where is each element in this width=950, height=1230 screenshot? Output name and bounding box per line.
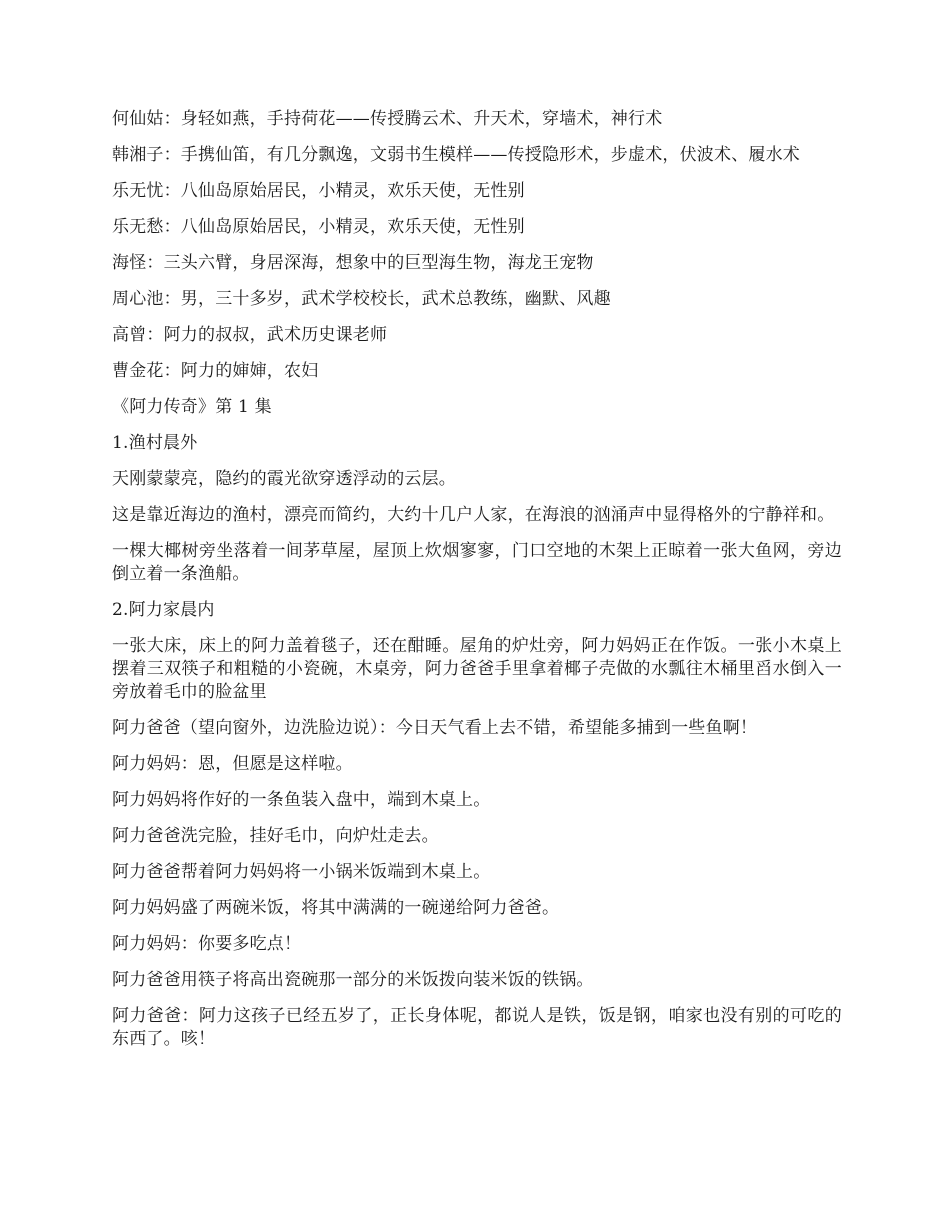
dialogue-line: 阿力爸爸（望向窗外，边洗脸边说）：今日天气看上去不错，希望能多捕到一些鱼啊！ [112,718,758,738]
paragraph: 这是靠近海边的渔村，漂亮而简约，大约十几户人家，在海浪的汹涌声中显得格外的宁静祥和。 [112,505,835,525]
paragraph-he-xiangu: 何仙姑：身轻如燕，手持荷花——传授腾云术、升天术，穿墙术，神行术 [112,109,663,129]
paragraph-gao-zeng: 高曾：阿力的叔叔，武术历史课老师 [112,325,388,345]
dialogue-line: 阿力妈妈：你要多吃点！ [112,934,302,954]
episode-title: 《阿力传奇》第 1 集 [112,397,272,417]
scene-heading-1: 1.渔村晨外 [112,433,198,453]
paragraph: 阿力爸爸用筷子将高出瓷碗那一部分的米饭拨向装米饭的铁锅。 [112,970,594,990]
paragraph-zhou-xinchi: 周心池：男，三十多岁，武术学校校长，武术总教练，幽默、风趣 [112,289,611,309]
paragraph: 阿力妈妈盛了两碗米饭，将其中满满的一碗递给阿力爸爸。 [112,898,560,918]
paragraph: 一张大床，床上的阿力盖着毯子，还在酣睡。屋角的炉灶旁，阿力妈妈正在作饭。一张小木桌上摆着三双筷子和粗糙的小瓷碗，木桌旁，阿力爸爸手里拿着椰子壳做的水瓢往木桶里舀水倒入一旁放着毛巾的脸盆里 [112,636,842,702]
dialogue-line: 阿力妈妈：恩，但愿是这样啦。 [112,754,353,774]
paragraph-le-wuyou: 乐无忧：八仙岛原始居民，小精灵，欢乐天使，无性别 [112,181,525,201]
paragraph-cao-jinhua: 曹金花：阿力的婶婶，农妇 [112,361,319,381]
paragraph-han-xiangzi: 韩湘子：手携仙笛，有几分飘逸，文弱书生模样——传授隐形术，步虚术，伏波术、履水术 [112,145,800,165]
document-page [112,108,842,1064]
paragraph-sea-monster: 海怪：三头六臂，身居深海，想象中的巨型海生物，海龙王宠物 [112,253,594,273]
paragraph: 阿力爸爸洗完脸，挂好毛巾，向炉灶走去。 [112,826,439,846]
paragraph: 阿力爸爸帮着阿力妈妈将一小锅米饭端到木桌上。 [112,862,491,882]
paragraph: 天刚蒙蒙亮，隐约的霞光欲穿透浮动的云层。 [112,469,456,489]
scene-heading-2: 2.阿力家晨内 [112,600,215,620]
paragraph-le-wuchou: 乐无愁：八仙岛原始居民，小精灵，欢乐天使，无性别 [112,217,525,237]
dialogue-line: 阿力爸爸：阿力这孩子已经五岁了，正长身体呢，都说人是铁，饭是钢，咱家也没有别的可吃的东西了。咳！ [112,1006,842,1049]
paragraph: 阿力妈妈将作好的一条鱼装入盘中，端到木桌上。 [112,790,491,810]
paragraph: 一棵大椰树旁坐落着一间茅草屋，屋顶上炊烟寥寥，门口空地的木架上正晾着一张大鱼网，旁边倒立着一条渔船。 [112,541,842,584]
